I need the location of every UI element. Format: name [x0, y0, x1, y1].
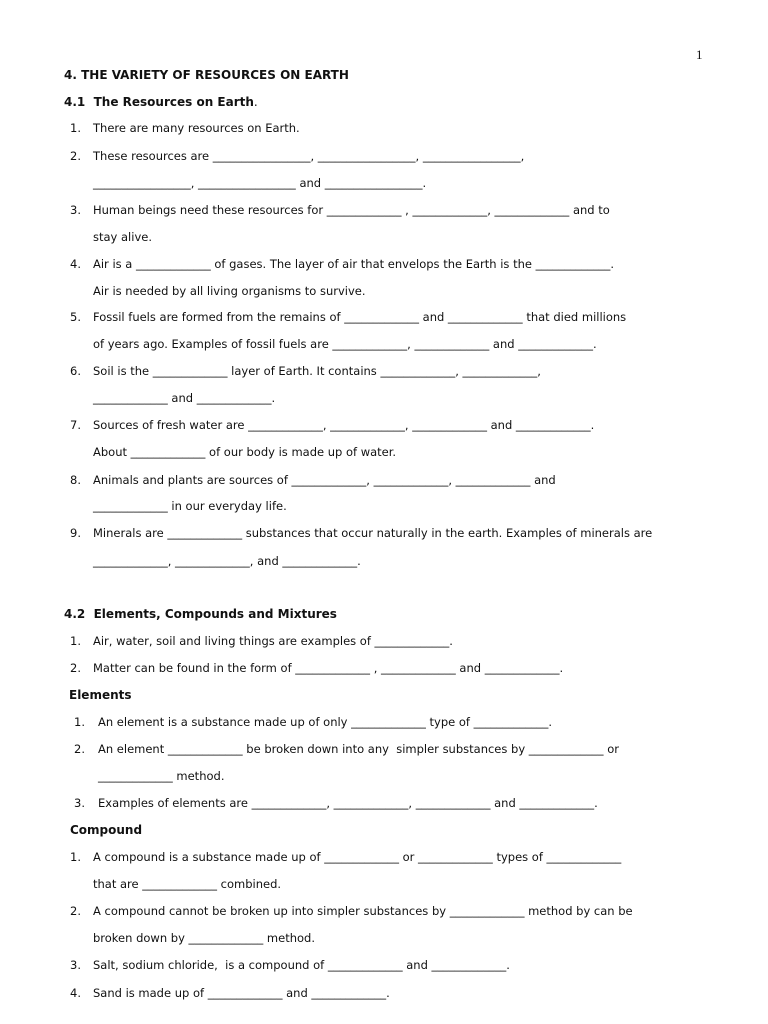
section-4-1-heading-period: . — [253, 95, 258, 109]
item-number: 4. — [70, 257, 81, 271]
item-line: A compound cannot be broken up into simpler substances by _____________ method by can be — [93, 904, 633, 918]
item-line: _____________ method. — [98, 769, 225, 783]
section-4-1-heading — [64, 94, 258, 110]
item-number: 3. — [74, 796, 85, 810]
item-line: Fossil fuels are formed from the remains of _____________ and _____________ that died millions — [93, 310, 627, 324]
item-line: Sand is made up of _____________ and _____________. — [93, 986, 390, 1000]
item-number: 9. — [70, 526, 81, 540]
elements-heading: Elements — [69, 688, 132, 702]
item-number: 2. — [70, 661, 81, 675]
chapter-title: 4. THE VARIETY OF RESOURCES ON EARTH — [64, 68, 349, 82]
item-line: Examples of elements are _____________, _____________, _____________ and _____________. — [98, 796, 598, 810]
item-line: that are _____________ combined. — [93, 877, 282, 891]
item-line: Salt, sodium chloride, is a compound of _____________ and _____________. — [93, 958, 510, 972]
item-number: 4. — [70, 986, 81, 1000]
item-line: Soil is the _____________ layer of Earth. It contains _____________, _____________, — [93, 364, 541, 378]
section-4-1-heading-text: 4.1 The Resources on Earth — [64, 95, 254, 109]
item-number: 2. — [74, 742, 85, 756]
item-number: 1. — [70, 634, 81, 648]
page-number: 1 — [696, 47, 703, 62]
item-line: Minerals are _____________ substances that occur naturally in the earth. Examples of minerals are — [93, 526, 653, 540]
item-line: Matter can be found in the form of _____________ , _____________ and _____________. — [93, 661, 564, 675]
item-line: Human beings need these resources for _____________ , _____________, _____________ and to — [93, 203, 610, 217]
item-line: _________________, _________________ and _________________. — [93, 176, 427, 190]
item-line: _____________ and _____________. — [93, 391, 276, 405]
item-line: Animals and plants are sources of _____________, _____________, _____________ and — [93, 473, 556, 487]
item-number: 2. — [70, 904, 81, 918]
item-line: broken down by _____________ method. — [93, 931, 315, 945]
item-number: 7. — [70, 418, 81, 432]
item-line: Sources of fresh water are _____________, _____________, _____________ and _____________. — [93, 418, 595, 432]
item-line: A compound is a substance made up of _____________ or _____________ types of _____________ — [93, 850, 622, 864]
item-line: An element is a substance made up of only _____________ type of _____________. — [98, 715, 553, 729]
section-4-2-heading: 4.2 Elements, Compounds and Mixtures — [64, 607, 337, 621]
item-line: About _____________ of our body is made up of water. — [93, 445, 397, 459]
item-line: _____________, _____________, and _____________. — [93, 554, 361, 568]
item-number: 1. — [70, 121, 81, 135]
item-line: Air is a _____________ of gases. The layer of air that envelops the Earth is the _____________. — [93, 257, 614, 271]
item-number: 1. — [74, 715, 85, 729]
item-number: 3. — [70, 958, 81, 972]
item-number: 3. — [70, 203, 81, 217]
item-line: _____________ in our everyday life. — [93, 499, 287, 513]
item-line: Air is needed by all living organisms to survive. — [93, 284, 366, 298]
item-number: 5. — [70, 310, 81, 324]
item-line: of years ago. Examples of fossil fuels are _____________, _____________ and _____________. — [93, 337, 597, 351]
item-line: There are many resources on Earth. — [93, 121, 300, 135]
item-number: 8. — [70, 473, 81, 487]
item-number: 2. — [70, 149, 81, 163]
item-line: These resources are _________________, _________________, _________________, — [93, 149, 525, 163]
compound-heading: Compound — [70, 823, 143, 837]
item-line: An element _____________ be broken down into any simpler substances by _____________ or — [98, 742, 619, 756]
item-line: stay alive. — [93, 230, 152, 244]
item-number: 1. — [70, 850, 81, 864]
item-number: 6. — [70, 364, 81, 378]
item-line: Air, water, soil and living things are examples of _____________. — [93, 634, 453, 648]
